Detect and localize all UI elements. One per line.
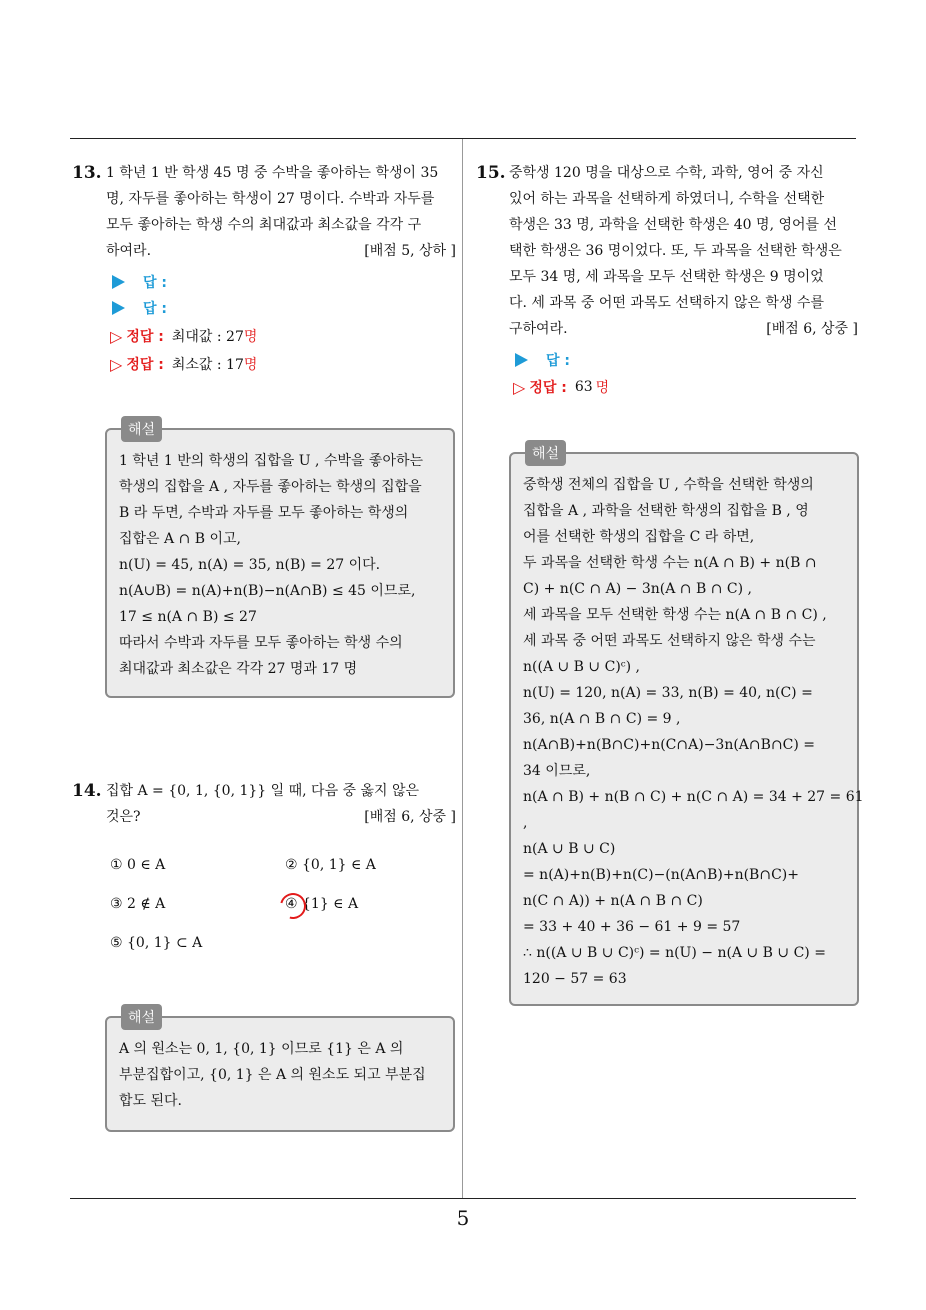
question-13-text: [106, 160, 456, 264]
explain-line: 중학생 전체의 집합을 U , 수학을 선택한 학생의: [523, 477, 814, 493]
question-14-text: [106, 778, 456, 830]
question-14-number: 14.: [72, 781, 102, 801]
choice-5[interactable]: ⑤ {0, 1} ⊂ A: [110, 935, 203, 951]
q14-line-text: 것은?: [106, 809, 141, 825]
explain-line: B 라 두면, 수박과 자두를 모두 좋아하는 학생의: [119, 505, 409, 521]
correct-label: 정답 :: [126, 329, 164, 345]
explain-line: ,: [523, 815, 528, 831]
outline-triangle-icon: ▷: [513, 377, 526, 397]
explain-line: 세 과목을 모두 선택한 학생 수는 n(A ∩ B ∩ C) ,: [523, 607, 827, 623]
q15-line-text: 구하여라.: [509, 321, 568, 337]
explain-line: 1 학년 1 반의 학생의 집합을 U , 수박을 좋아하는: [119, 453, 424, 469]
explain-line: n(A∩B)+n(B∩C)+n(C∩A)−3n(A∩B∩C) =: [523, 737, 816, 753]
explain-line: 부분집합이고, {0, 1} 은 A 의 원소도 되고 부분집: [119, 1067, 426, 1083]
q14-line: [106, 804, 456, 830]
question-13-number: 13.: [72, 163, 102, 183]
q14-score: [배점 6, 상중 ]: [364, 809, 456, 825]
choice-4[interactable]: ④ {1} ∈ A: [285, 896, 359, 912]
play-triangle-icon: [112, 301, 125, 315]
explain-line: n(U) = 120, n(A) = 33, n(B) = 40, n(C) =: [523, 685, 813, 701]
q13-line: [106, 238, 456, 264]
q13-correct-min: [110, 354, 257, 374]
max-value: 최대값 : 27: [171, 329, 244, 345]
question-15-number: 15.: [476, 163, 506, 183]
q13-answer-2[interactable]: [112, 298, 167, 318]
explain-line: ∴ n((A ∪ B ∪ C)ᶜ) = n(U) − n(A ∪ B ∪ C) =: [523, 945, 826, 961]
q15-line: 모두 34 명, 세 과목을 모두 선택한 학생은 9 명이었: [509, 269, 824, 285]
q13-correct-max: [110, 326, 257, 346]
explain-line: 합도 된다.: [119, 1093, 182, 1109]
explain-line: = n(A)+n(B)+n(C)−(n(A∩B)+n(B∩C)+: [523, 867, 799, 883]
q15-explanation-box: [509, 446, 864, 1006]
choice-1[interactable]: ① 0 ∈ A: [110, 857, 166, 873]
q13-answer-1[interactable]: [112, 272, 167, 292]
q13-line: 명, 자두를 좋아하는 학생이 27 명이다. 수박과 자두를: [106, 191, 435, 207]
choice-3[interactable]: ③ 2 ∉ A: [110, 896, 166, 912]
explain-line: 최대값과 최소값은 각각 27 명과 17 명: [119, 661, 358, 677]
play-triangle-icon: [515, 353, 528, 367]
explain-line: 집합을 A , 과학을 선택한 학생의 집합을 B , 영: [523, 503, 809, 519]
q15-line: 학생은 33 명, 과학을 선택한 학생은 40 명, 영어를 선: [509, 217, 838, 233]
q15-answer[interactable]: [515, 350, 570, 370]
q13-line-text: 하여라.: [106, 243, 152, 259]
q14-line: 집합 A = {0, 1, {0, 1}} 일 때, 다음 중 옳지 않은: [106, 783, 420, 799]
q13-explanation-box: [105, 422, 455, 698]
explain-line: n(A ∩ B) + n(B ∩ C) + n(C ∩ A) = 34 + 27 = 61: [523, 789, 864, 805]
explain-line: 36, n(A ∩ B ∩ C) = 9 ,: [523, 711, 681, 727]
correct-value: 63: [574, 379, 593, 395]
explain-line: = 33 + 40 + 36 − 61 + 9 = 57: [523, 919, 741, 935]
explain-line: n(A ∪ B ∪ C): [523, 841, 616, 857]
explain-line: C) + n(C ∩ A) − 3n(A ∩ B ∩ C) ,: [523, 581, 752, 597]
q13-score: [배점 5, 상하 ]: [364, 243, 456, 259]
answer-label: 답 :: [143, 275, 167, 291]
explain-line: 두 과목을 선택한 학생 수는 n(A ∩ B) + n(B ∩: [523, 555, 817, 571]
column-divider: [462, 139, 463, 1198]
explain-line: n(C ∩ A)) + n(A ∩ B ∩ C): [523, 893, 703, 909]
explanation-tag: 해설: [121, 416, 162, 442]
q15-score: [배점 6, 상중 ]: [766, 321, 858, 337]
explain-line: 집합은 A ∩ B 이고,: [119, 531, 241, 547]
q13-line: 모두 좋아하는 학생 수의 최대값과 최소값을 각각 구: [106, 217, 422, 233]
explain-line: n((A ∪ B ∪ C)ᶜ) ,: [523, 659, 640, 675]
explain-line: 120 − 57 = 63: [523, 971, 627, 987]
explain-line: 어를 선택한 학생의 집합을 C 라 하면,: [523, 529, 755, 545]
min-value: 최소값 : 17: [171, 357, 244, 373]
q15-line: 중학생 120 명을 대상으로 수학, 과학, 영어 중 자신: [509, 165, 824, 181]
q15-line: 다. 세 과목 중 어떤 과목도 선택하지 않은 학생 수를: [509, 295, 824, 311]
explanation-tag: 해설: [121, 1004, 162, 1030]
question-15-text: [509, 160, 858, 342]
explain-line: 따라서 수박과 자두를 모두 좋아하는 학생 수의: [119, 635, 403, 651]
q15-correct: [513, 377, 609, 397]
page-number: 5: [456, 1206, 470, 1230]
bottom-rule: [70, 1198, 856, 1199]
explain-line: 34 이므로,: [523, 763, 591, 779]
explain-line: n(U) = 45, n(A) = 35, n(B) = 27 이다.: [119, 557, 381, 573]
explain-line: 학생의 집합을 A , 자두를 좋아하는 학생의 집합을: [119, 479, 422, 495]
q15-line: 있어 하는 과목을 선택하게 하였더니, 수학을 선택한: [509, 191, 825, 207]
explain-line: A 의 원소는 0, 1, {0, 1} 이므로 {1} 은 A 의: [119, 1041, 404, 1057]
explanation-tag: 해설: [525, 440, 566, 466]
q15-line: 택한 학생은 36 명이었다. 또, 두 과목을 선택한 학생은: [509, 243, 842, 259]
q14-explanation-box: [105, 1010, 455, 1132]
unit: 명: [243, 329, 258, 345]
explain-line: n(A∪B) = n(A)+n(B)−n(A∩B) ≤ 45 이므로,: [119, 583, 416, 599]
q15-line: [509, 316, 858, 342]
outline-triangle-icon: ▷: [110, 354, 123, 374]
choice-2[interactable]: ② {0, 1} ∈ A: [285, 857, 376, 873]
q13-line: 1 학년 1 반 학생 45 명 중 수박을 좋아하는 학생이 35: [106, 165, 439, 181]
top-rule: [70, 138, 856, 139]
correct-label: 정답 :: [529, 380, 567, 396]
explain-line: 17 ≤ n(A ∩ B) ≤ 27: [119, 609, 257, 625]
outline-triangle-icon: ▷: [110, 326, 123, 346]
play-triangle-icon: [112, 275, 125, 289]
unit: 명: [243, 357, 258, 373]
unit: 명: [595, 380, 610, 396]
explain-line: 세 과목 중 어떤 과목도 선택하지 않은 학생 수는: [523, 633, 816, 649]
answer-label: 답 :: [546, 353, 570, 369]
selected-answer-circle-icon: [275, 888, 311, 924]
answer-label: 답 :: [143, 301, 167, 317]
correct-label: 정답 :: [126, 357, 164, 373]
